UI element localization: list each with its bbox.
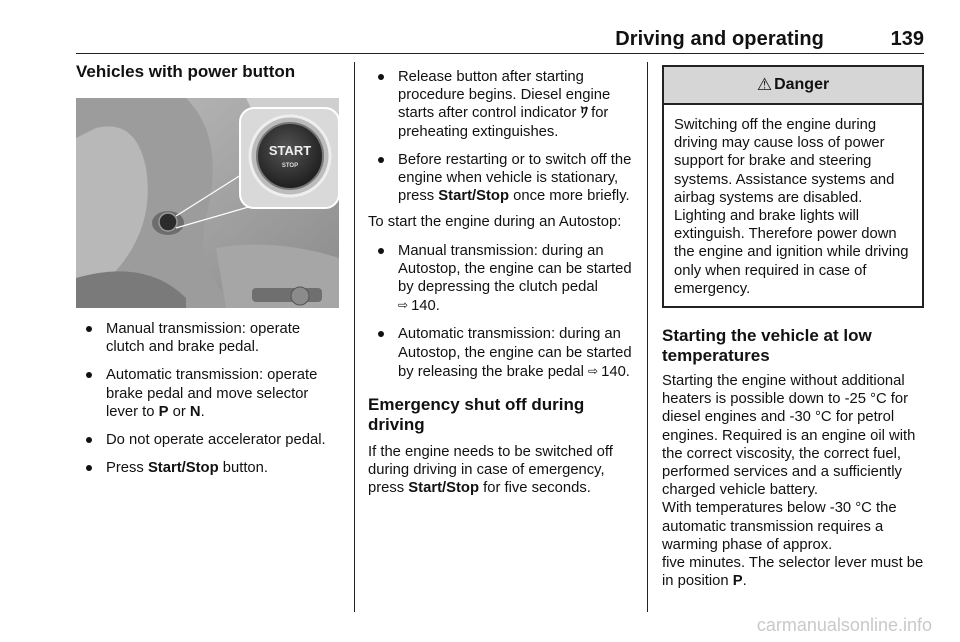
page-reference-arrow-icon: ⇨: [588, 363, 599, 378]
dashboard-illustration: [76, 98, 339, 308]
page-number: 139: [890, 28, 924, 50]
danger-box: [662, 65, 924, 308]
list-item: Automatic transmission: operate brake pedal and move selector lever to P or N.: [76, 366, 342, 421]
autostop-intro: To start the engine during an Autostop:: [368, 214, 622, 231]
start-procedure-list: [76, 320, 342, 477]
start-stop-button-illustration: [76, 98, 339, 308]
button-label-start: START: [268, 143, 312, 158]
page-reference[interactable]: ⇨ 140.: [398, 298, 440, 315]
watermark: carmanualsonline.info: [756, 615, 932, 635]
danger-header: [664, 67, 922, 105]
page-reference-arrow-icon: ⇨: [398, 298, 409, 313]
list-item: Press Start/Stop button.: [76, 459, 342, 477]
section-heading-power-button: Vehicles with power button: [76, 62, 296, 81]
list-item: Automatic transmission: during an Autostop, the engine can be started by releasing the brake pedal ⇨ 140.: [368, 325, 634, 381]
list-item: Release button after starting procedure begins. Diesel engine starts after control indicator ﾜ for preheating extinguishes.: [368, 68, 634, 141]
low-temp-paragraph-1: Starting the engine without additional heaters is possible down to -25 °C for diesel engines and -30 °C for petrol engines. Required is an engine oil with the correct viscosity, the correct fuel, performed services and a sufficiently charged vehicle battery.: [662, 373, 916, 499]
column-separator-2: [647, 62, 648, 612]
column-separator-1: [354, 62, 355, 612]
section-heading-emergency-shut-off: Emergency shut off during driving: [368, 395, 585, 435]
emergency-paragraph: If the engine needs to be switched off during driving in case of emergency, press Start/Stop for five seconds.: [368, 444, 613, 497]
column-1: [76, 62, 342, 487]
warning-triangle-icon: ⚠: [756, 75, 773, 94]
column-2: [368, 68, 634, 498]
list-item: Manual transmission: operate clutch and brake pedal.: [76, 320, 342, 356]
column-3: [662, 62, 924, 590]
low-temp-paragraph-3: five minutes. The selector lever must be in position P.: [662, 555, 924, 590]
danger-label: Danger: [774, 76, 830, 93]
section-heading-low-temperatures: Starting the vehicle at low temperatures: [662, 326, 872, 366]
restart-list: [368, 68, 634, 205]
autostop-list: [368, 242, 634, 381]
header-rule: [76, 53, 924, 54]
low-temp-paragraph-2: With temperatures below -30 °C the automatic transmission requires a warming phase of approx.: [662, 500, 897, 553]
danger-text: Switching off the engine during driving may cause loss of power support for brake and steering systems. Assistance systems and airbag systems are disabled. Lighting and brake lights will extinguish. Therefore power down the engine and ignition while driving only when required in case of emergency.: [674, 117, 909, 297]
preheating-indicator-icon: ﾜ: [580, 105, 587, 122]
list-item: Do not operate accelerator pedal.: [76, 431, 342, 449]
page-reference[interactable]: ⇨ 140.: [588, 363, 630, 380]
button-label-stop: STOP: [281, 163, 299, 169]
page-header-title: Driving and operating: [615, 28, 824, 50]
list-item: Before restarting or to switch off the engine when vehicle is stationary, press Start/Stop once more briefly.: [368, 151, 634, 206]
list-item: Manual transmission: during an Autostop, the engine can be started by depressing the clutch pedal ⇨ 140.: [368, 242, 634, 316]
